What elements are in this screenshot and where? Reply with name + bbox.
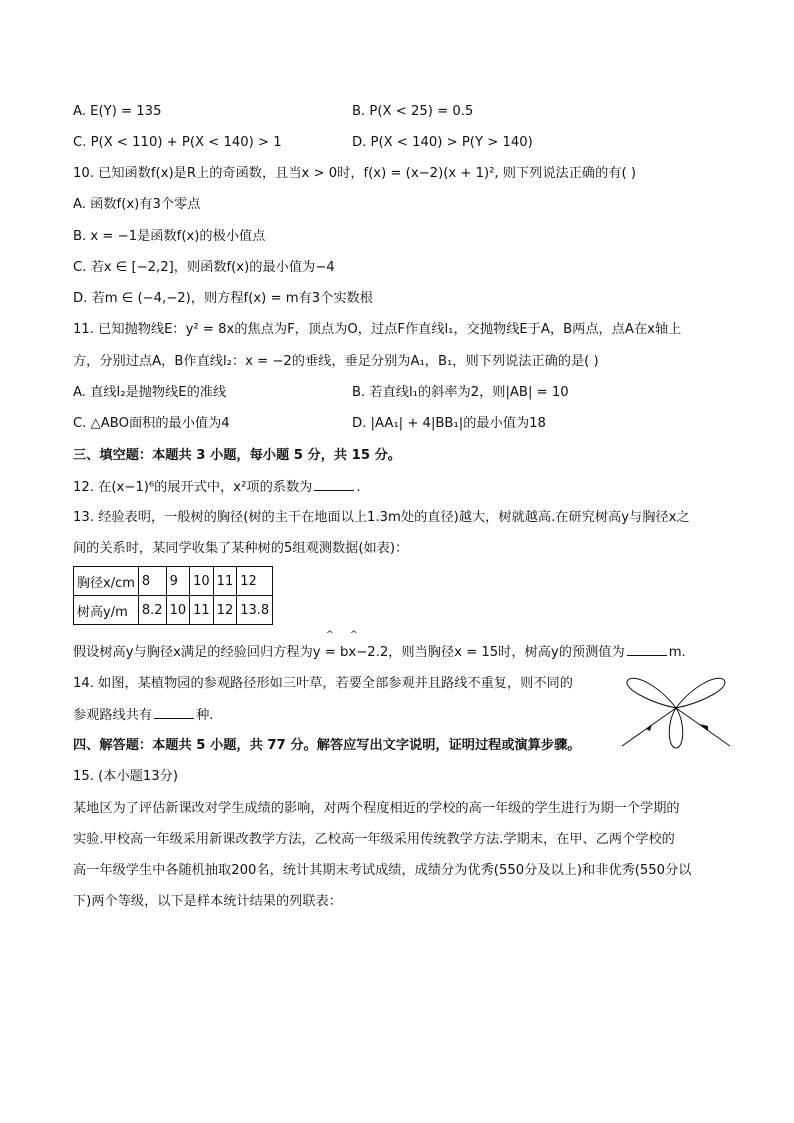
- q10-stem: 10. 已知函数f(x)是R上的奇函数，且当x > 0时，f(x) = (x−2)(x + 1)², 则下列说法正确的有( ): [73, 166, 636, 181]
- q13-stem-line1: 13. 经验表明，一般树的胸径(树的主干在地面以上1.3m处的直径)越大，树就越高.在研究树高y与胸径x之: [73, 510, 690, 525]
- q14-line1: 14. 如图，某植物园的参观路径形如三叶草，若要全部参观并且路线不重复，则不同的: [73, 676, 573, 691]
- clover-leaf-bottom: [669, 708, 683, 748]
- table-row: [74, 567, 273, 596]
- section-3-heading: 三、填空题：本题共 3 小题，每小题 5 分，共 15 分。: [73, 448, 401, 463]
- q11-stem-line1: 11. 已知抛物线E：y² = 8x的焦点为F，顶点为O，过点F作直线l₁，交抛物线E于A，B两点，点A在x轴上: [73, 322, 682, 337]
- q11-stem-line2: 方，分别过点A，B作直线l₂：x = −2的垂线，垂足分别为A₁，B₁，则下列说法正确的是( ): [73, 354, 599, 369]
- table-row-header: 树高y/m: [74, 596, 139, 625]
- table-row: [74, 596, 273, 625]
- q11-option-d: D. |AA₁| + 4|BB₁|的最小值为18: [352, 416, 546, 431]
- q12-answer-blank[interactable]: [314, 478, 354, 491]
- q15-paragraph-line1: 某地区为了评估新课改对学生成绩的影响，对两个程度相近的学校的高一年级的学生进行为期一个学期的: [73, 801, 680, 816]
- q15-title: 15. (本小题13分): [73, 769, 178, 784]
- table-cell: 8: [138, 567, 166, 596]
- q14-end: 种.: [196, 708, 214, 723]
- q13-question-text: 假设树高y与胸径x满足的经验回归方程为y = bx−2.2，则当胸径x = 15时，树高y的预测值为: [73, 645, 625, 660]
- q13-stem-line2: 间的关系时，某同学收集了某种树的5组观测数据(如表)：: [73, 541, 409, 556]
- q9-option-b: B. P(X < 25) = 0.5: [352, 104, 474, 119]
- q15-paragraph-line3: 高一年级学生中各随机抽取200名，统计其期末考试成绩，成绩分为优秀(550分及以上)和非优秀(550分以: [73, 863, 692, 878]
- table-row-header: 胸径x/cm: [74, 567, 139, 596]
- table-cell: 10: [190, 567, 214, 596]
- table-cell: 12: [213, 596, 237, 625]
- q12: [73, 478, 361, 497]
- q9-option-a: A. E(Y) = 135: [73, 104, 162, 119]
- q10-option-b: B. x = −1是函数f(x)的极小值点: [73, 229, 266, 244]
- q11-option-a: A. 直线l₂是抛物线E的准线: [73, 385, 227, 400]
- clover-path-figure: [616, 668, 736, 750]
- q15-paragraph-line4: 下)两个等级，以下是样本统计结果的列联表：: [73, 894, 342, 909]
- table-cell: 9: [166, 567, 190, 596]
- table-cell: 11: [190, 596, 214, 625]
- hat-mark: ^: [326, 630, 334, 640]
- q13-answer-blank[interactable]: [627, 643, 667, 656]
- q14-line2: [73, 706, 214, 725]
- q11-option-c: C. △ABO面积的最小值为4: [73, 416, 230, 431]
- q13-question: [73, 643, 686, 662]
- q11-option-b: B. 若直线l₁的斜率为2，则|AB| = 10: [352, 385, 569, 400]
- q13-data-table: [73, 566, 273, 625]
- table-cell: 8.2: [138, 596, 166, 625]
- q10-option-a: A. 函数f(x)有3个零点: [73, 197, 201, 212]
- table-cell: 12: [237, 567, 273, 596]
- q15-paragraph-line2: 实验.甲校高一年级采用新课改教学方法，乙校高一年级采用传统教学方法.学期末，在甲、乙两个学校的: [73, 832, 675, 847]
- clover-leaf-left: [627, 678, 676, 708]
- q13-unit: m.: [668, 645, 686, 660]
- q12-end: .: [356, 480, 361, 495]
- path-line-right: [676, 708, 730, 746]
- q14-text: 参观路线共有: [73, 708, 153, 723]
- q14-answer-blank[interactable]: [154, 706, 194, 719]
- q9-option-d: D. P(X < 140) > P(Y > 140): [352, 135, 533, 150]
- table-cell: 11: [213, 567, 237, 596]
- q12-text: 12. 在(x−1)⁶的展开式中，x²项的系数为: [73, 480, 313, 495]
- table-cell: 13.8: [237, 596, 273, 625]
- arrow-icon: [646, 724, 652, 731]
- hat-mark: ^: [350, 630, 358, 640]
- q10-option-c: C. 若x ∈ [−2,2]，则函数f(x)的最小值为−4: [73, 260, 335, 275]
- section-4-heading: 四、解答题：本题共 5 小题，共 77 分。解答应写出文字说明，证明过程或演算步骤。: [73, 738, 581, 753]
- q9-option-c: C. P(X < 110) + P(X < 140) > 1: [73, 135, 282, 150]
- clover-leaf-right: [676, 678, 725, 708]
- q10-option-d: D. 若m ∈ (−4,−2)，则方程f(x) = m有3个实数根: [73, 291, 373, 306]
- table-cell: 10: [166, 596, 190, 625]
